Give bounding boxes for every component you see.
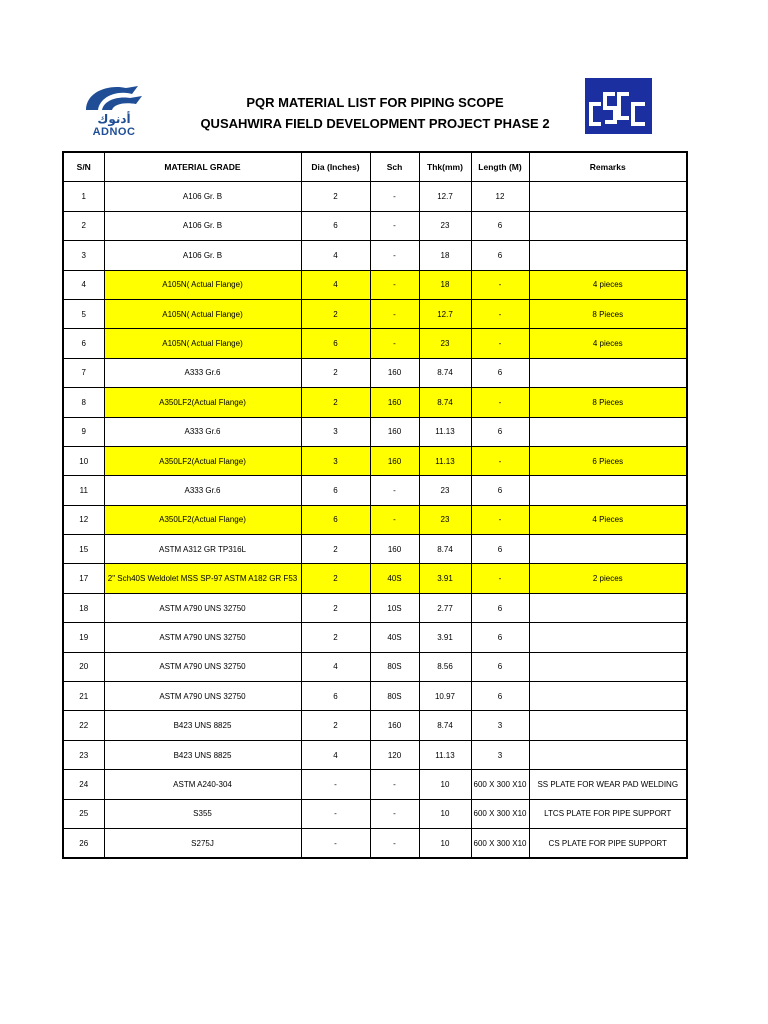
table-row [63, 564, 687, 593]
column-header-length: Length (M) [471, 152, 529, 182]
cell-length: 3 [471, 711, 529, 740]
cell-sch: - [370, 505, 419, 534]
cell-length: 6 [471, 211, 529, 240]
cell-sn: 2 [63, 211, 104, 240]
cell-sch: 160 [370, 417, 419, 446]
cell-remarks [529, 652, 687, 681]
cell-sn: 1 [63, 182, 104, 211]
cell-thk: 23 [419, 505, 471, 534]
cell-sch: 160 [370, 711, 419, 740]
cell-thk: 11.13 [419, 446, 471, 475]
cell-sn: 26 [63, 828, 104, 858]
cell-dia: 6 [301, 476, 370, 505]
cell-remarks [529, 476, 687, 505]
cell-thk: 23 [419, 476, 471, 505]
cell-sn: 7 [63, 358, 104, 387]
cell-thk: 10.97 [419, 682, 471, 711]
cell-material-grade: A333 Gr.6 [104, 358, 301, 387]
cell-sn: 22 [63, 711, 104, 740]
cell-sch: - [370, 182, 419, 211]
cell-thk: 3.91 [419, 564, 471, 593]
cell-thk: 2.77 [419, 593, 471, 622]
cell-sch: 120 [370, 740, 419, 769]
cell-sn: 12 [63, 505, 104, 534]
cell-dia: 2 [301, 535, 370, 564]
cell-sch: - [370, 476, 419, 505]
table-row [63, 182, 687, 211]
cell-material-grade: A105N( Actual Flange) [104, 270, 301, 299]
table-row [63, 446, 687, 475]
cell-length: 6 [471, 417, 529, 446]
table-row [63, 652, 687, 681]
table-body [63, 182, 687, 858]
table-row [63, 476, 687, 505]
cell-dia: 4 [301, 652, 370, 681]
table-row [63, 535, 687, 564]
cell-sch: - [370, 799, 419, 828]
cell-length: - [471, 446, 529, 475]
cell-thk: 18 [419, 270, 471, 299]
adnoc-emblem-icon [78, 82, 150, 114]
cell-length: - [471, 270, 529, 299]
cell-remarks: 4 pieces [529, 329, 687, 358]
cell-dia: 6 [301, 505, 370, 534]
cell-thk: 11.13 [419, 740, 471, 769]
cell-dia: 2 [301, 711, 370, 740]
cell-material-grade: ASTM A790 UNS 32750 [104, 623, 301, 652]
cell-length: 6 [471, 682, 529, 711]
material-list-table [62, 151, 688, 859]
cell-material-grade: ASTM A240-304 [104, 770, 301, 799]
cell-remarks [529, 535, 687, 564]
cell-material-grade: ASTM A312 GR TP316L [104, 535, 301, 564]
cell-sch: - [370, 770, 419, 799]
cell-material-grade: ASTM A790 UNS 32750 [104, 682, 301, 711]
cell-sn: 18 [63, 593, 104, 622]
adnoc-logo [78, 82, 150, 138]
cell-sch: 160 [370, 446, 419, 475]
cell-thk: 11.13 [419, 417, 471, 446]
cell-dia: 2 [301, 564, 370, 593]
cell-dia: 2 [301, 388, 370, 417]
table-row [63, 417, 687, 446]
table-row [63, 682, 687, 711]
table-row [63, 505, 687, 534]
cell-length: 6 [471, 241, 529, 270]
cell-dia: - [301, 828, 370, 858]
cell-thk: 8.74 [419, 711, 471, 740]
cell-material-grade: A333 Gr.6 [104, 476, 301, 505]
table-row [63, 358, 687, 387]
cell-remarks [529, 211, 687, 240]
cell-dia: 2 [301, 593, 370, 622]
table-row [63, 299, 687, 328]
cell-material-grade: S275J [104, 828, 301, 858]
cell-sn: 19 [63, 623, 104, 652]
cell-sch: 80S [370, 682, 419, 711]
cell-sch: - [370, 211, 419, 240]
table-row [63, 388, 687, 417]
table-row [63, 241, 687, 270]
cell-sch: 10S [370, 593, 419, 622]
cell-dia: - [301, 770, 370, 799]
cell-remarks [529, 711, 687, 740]
column-header-remarks: Remarks [529, 152, 687, 182]
cell-thk: 12.7 [419, 182, 471, 211]
cell-remarks: 6 Pieces [529, 446, 687, 475]
cell-thk: 3.91 [419, 623, 471, 652]
table-row [63, 623, 687, 652]
cell-thk: 18 [419, 241, 471, 270]
cell-dia: 2 [301, 358, 370, 387]
table-header-row [63, 152, 687, 182]
cell-thk: 23 [419, 329, 471, 358]
table-row [63, 799, 687, 828]
cell-length: 6 [471, 652, 529, 681]
cell-length: 600 X 300 X10 [471, 770, 529, 799]
cell-material-grade: A106 Gr. B [104, 182, 301, 211]
table-row [63, 711, 687, 740]
cell-length: - [471, 329, 529, 358]
cell-sn: 9 [63, 417, 104, 446]
cell-length: 12 [471, 182, 529, 211]
cell-thk: 10 [419, 799, 471, 828]
cell-remarks: 4 pieces [529, 270, 687, 299]
cell-sch: 80S [370, 652, 419, 681]
cell-remarks [529, 682, 687, 711]
cell-material-grade: A106 Gr. B [104, 211, 301, 240]
cell-thk: 10 [419, 770, 471, 799]
cell-length: 3 [471, 740, 529, 769]
cell-sch: - [370, 270, 419, 299]
cell-length: 6 [471, 476, 529, 505]
adnoc-latin-text: ADNOC [92, 126, 136, 138]
document-subtitle: QUSAHWIRA FIELD DEVELOPMENT PROJECT PHASE 2 [200, 116, 550, 131]
cell-sn: 5 [63, 299, 104, 328]
cell-dia: 3 [301, 446, 370, 475]
cell-sch: 40S [370, 564, 419, 593]
table-row [63, 211, 687, 240]
cell-sn: 17 [63, 564, 104, 593]
cell-sch: - [370, 828, 419, 858]
cell-sn: 4 [63, 270, 104, 299]
cell-material-grade: A350LF2(Actual Flange) [104, 388, 301, 417]
document-title: PQR MATERIAL LIST FOR PIPING SCOPE [246, 95, 504, 110]
cell-remarks: 4 Pieces [529, 505, 687, 534]
cell-dia: 3 [301, 417, 370, 446]
cell-dia: 6 [301, 682, 370, 711]
cell-remarks: SS PLATE FOR WEAR PAD WELDING [529, 770, 687, 799]
cell-length: 6 [471, 358, 529, 387]
cell-dia: 4 [301, 241, 370, 270]
cell-sn: 10 [63, 446, 104, 475]
cell-sch: - [370, 329, 419, 358]
cell-sn: 23 [63, 740, 104, 769]
cscec-logo [585, 78, 652, 134]
cell-sn: 21 [63, 682, 104, 711]
cell-remarks: 2 pieces [529, 564, 687, 593]
cell-length: - [471, 505, 529, 534]
cell-length: - [471, 564, 529, 593]
cell-remarks: 8 Pieces [529, 299, 687, 328]
cell-remarks [529, 241, 687, 270]
cell-material-grade: ASTM A790 UNS 32750 [104, 652, 301, 681]
cell-thk: 8.56 [419, 652, 471, 681]
cell-thk: 10 [419, 828, 471, 858]
document-header [0, 0, 768, 150]
cell-thk: 23 [419, 211, 471, 240]
cscec-emblem-icon [585, 78, 652, 134]
cell-remarks [529, 417, 687, 446]
cell-dia: 6 [301, 329, 370, 358]
table-row [63, 270, 687, 299]
cell-material-grade: ASTM A790 UNS 32750 [104, 593, 301, 622]
cell-dia: 2 [301, 623, 370, 652]
cell-sn: 20 [63, 652, 104, 681]
cell-remarks: 8 Pieces [529, 388, 687, 417]
cell-dia: 4 [301, 740, 370, 769]
cell-sch: 160 [370, 388, 419, 417]
cell-material-grade: A350LF2(Actual Flange) [104, 505, 301, 534]
column-header-sch: Sch [370, 152, 419, 182]
document-title-block [160, 92, 590, 134]
cell-material-grade: S355 [104, 799, 301, 828]
cell-remarks [529, 182, 687, 211]
cell-dia: 6 [301, 211, 370, 240]
cell-length: - [471, 299, 529, 328]
cell-sn: 3 [63, 241, 104, 270]
cell-length: 6 [471, 623, 529, 652]
cell-sch: - [370, 241, 419, 270]
table-row [63, 770, 687, 799]
cell-sch: 160 [370, 358, 419, 387]
cell-sch: 160 [370, 535, 419, 564]
table-row [63, 828, 687, 858]
cell-length: 6 [471, 593, 529, 622]
cell-length: 6 [471, 535, 529, 564]
cell-remarks [529, 593, 687, 622]
cell-length: 600 X 300 X10 [471, 828, 529, 858]
column-header-sn: S/N [63, 152, 104, 182]
cell-material-grade: A105N( Actual Flange) [104, 299, 301, 328]
column-header-dia: Dia (Inches) [301, 152, 370, 182]
cell-sch: - [370, 299, 419, 328]
cell-material-grade: B423 UNS 8825 [104, 740, 301, 769]
table-row [63, 740, 687, 769]
cell-material-grade: A106 Gr. B [104, 241, 301, 270]
cell-material-grade: B423 UNS 8825 [104, 711, 301, 740]
cell-remarks [529, 740, 687, 769]
cell-material-grade: A333 Gr.6 [104, 417, 301, 446]
cell-remarks [529, 623, 687, 652]
cell-material-grade: 2" Sch40S Weldolet MSS SP-97 ASTM A182 GR F53 [104, 564, 301, 593]
cell-sch: 40S [370, 623, 419, 652]
cell-sn: 8 [63, 388, 104, 417]
column-header-material-grade: MATERIAL GRADE [104, 152, 301, 182]
table-row [63, 593, 687, 622]
cell-sn: 24 [63, 770, 104, 799]
cell-dia: 2 [301, 182, 370, 211]
column-header-thk: Thk(mm) [419, 152, 471, 182]
cell-sn: 6 [63, 329, 104, 358]
cell-remarks: CS PLATE FOR PIPE SUPPORT [529, 828, 687, 858]
cell-remarks [529, 358, 687, 387]
cell-thk: 8.74 [419, 358, 471, 387]
cell-material-grade: A350LF2(Actual Flange) [104, 446, 301, 475]
table-row [63, 329, 687, 358]
cell-thk: 12.7 [419, 299, 471, 328]
cell-dia: 2 [301, 299, 370, 328]
cell-thk: 8.74 [419, 388, 471, 417]
cell-dia: - [301, 799, 370, 828]
cell-remarks: LTCS PLATE FOR PIPE SUPPORT [529, 799, 687, 828]
cell-length: 600 X 300 X10 [471, 799, 529, 828]
cell-dia: 4 [301, 270, 370, 299]
cell-sn: 15 [63, 535, 104, 564]
cell-length: - [471, 388, 529, 417]
adnoc-arabic-text: أدنوك [97, 112, 131, 126]
cell-sn: 11 [63, 476, 104, 505]
cell-thk: 8.74 [419, 535, 471, 564]
cell-sn: 25 [63, 799, 104, 828]
cell-material-grade: A105N( Actual Flange) [104, 329, 301, 358]
